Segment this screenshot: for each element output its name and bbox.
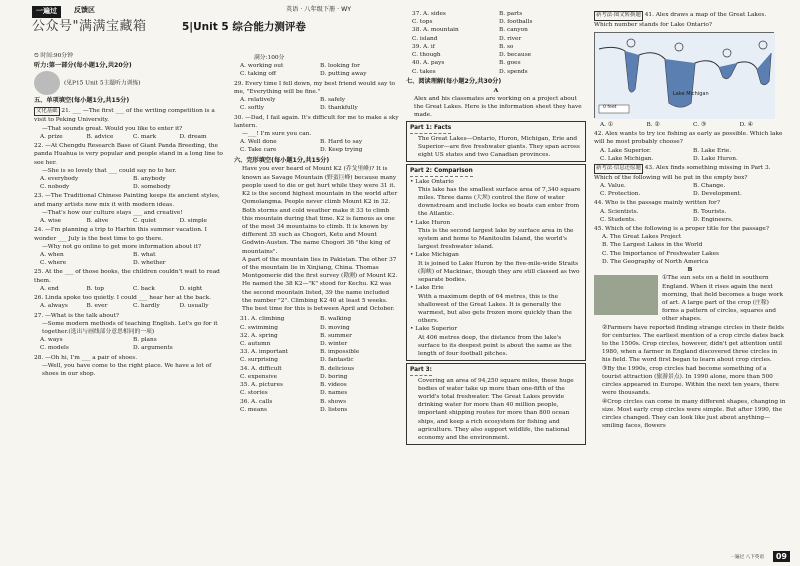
q22-text: 22. —At Chengdu Research Base of Giant Panda Breeding, the panda Huahua is very popular and people stand in a long line to see her. — [34, 143, 223, 166]
q22-opt-c[interactable]: C. nobody — [40, 184, 70, 191]
lake-huron-text: This is the second largest lake by surface area in the system and home to Manitoulin Island, the world's largest freshwater island. — [418, 227, 574, 251]
q23-opt-d[interactable]: D. simple — [179, 218, 207, 225]
cloze-opt[interactable]: D. fantastic — [320, 357, 354, 364]
clock-icon: ⏲ — [34, 53, 39, 59]
q24-text: 24. —I'm planning a trip to Harbin this summer vacation. I wonder ___ July is the best time to go there. — [34, 227, 207, 242]
lake-erie-heading: • Lake Erie — [410, 285, 444, 292]
q43-options — [594, 182, 786, 198]
column-3 — [406, 10, 586, 445]
q22-opt-d[interactable]: D. somebody — [133, 184, 171, 191]
q22-b: —She is so lovely that ___ could say no to her. — [42, 167, 177, 174]
q45-text: 45. Which of the following is a proper title for the passage? — [594, 225, 769, 232]
mascot-icon — [34, 71, 60, 95]
q30-options — [234, 138, 400, 154]
part2-title: Part 2: Comparison — [410, 167, 473, 176]
cloze-opt[interactable]: B. videos — [320, 382, 347, 389]
listening-title: 听力:第一部分(每小题1分,共20分) — [34, 62, 132, 70]
q22-opt-a[interactable]: A. everybody — [40, 176, 79, 183]
cloze-opt[interactable]: 35. A. pictures — [240, 382, 283, 389]
lake-ontario-heading: • Lake Ontario — [410, 178, 454, 185]
q30-opt-a[interactable]: A. Well done — [240, 139, 277, 146]
cloze-opt[interactable]: C. means — [240, 406, 268, 413]
q27-b: —Some modern methods of teaching English. Let's go for it together.(选出与画线部分意思相同的一项) — [42, 320, 218, 335]
q27-options — [34, 336, 226, 352]
part3-title: Part 3: — [410, 366, 432, 375]
q45-opt-a[interactable]: A. The Great Lakes Project — [602, 234, 682, 241]
lake-huron-heading: • Lake Huron — [410, 219, 451, 226]
q44-text: 44. Who is the passage mainly written for? — [594, 200, 720, 207]
q23-b: —That's how our culture stays ___ and creative! — [42, 209, 183, 216]
part1-title: Part 1: Facts — [410, 124, 451, 133]
lake-erie-text: With a maximum depth of 64 metres, this is the shallowest of the Great Lakes. It is generally the warmest, but also gets frozen more quickly than the others. — [418, 293, 572, 325]
q21-opt-c[interactable]: C. mark — [133, 133, 157, 140]
passage-b-label: B — [687, 267, 693, 274]
cloze-opt[interactable]: B. delicious — [320, 365, 355, 372]
q21-options — [34, 133, 226, 141]
part2-box — [406, 164, 586, 361]
q25-opt-d[interactable]: D. sight — [179, 285, 203, 292]
column-1 — [34, 20, 226, 378]
q23-opt-c[interactable]: C. quiet — [133, 218, 156, 225]
q26-opt-c[interactable]: C. hardly — [133, 303, 160, 310]
map-scale-label: 0 feet — [603, 104, 617, 110]
q25-text: 25. At the ___ of those books, the children couldn't wait to read them. — [34, 269, 220, 284]
cloze-opt[interactable]: 39. A. if — [412, 43, 435, 50]
q29-opt-d[interactable]: D. thankfully — [320, 105, 358, 112]
q45-opt-c[interactable]: C. The Importance of Freshwater Lakes — [602, 250, 720, 257]
cloze-opt[interactable]: C. island — [412, 35, 438, 42]
q26-text: 26. Linda spoke too quietly. I could ___ hear her at the back. — [34, 295, 212, 302]
page-number: 09 — [773, 551, 790, 562]
q28-b: —Well, you have come to the right place. We have a lot of shoes in our shop. — [42, 362, 212, 378]
column-4 — [594, 10, 786, 430]
q43-opt-b[interactable]: B. Change. — [693, 182, 726, 189]
q29-options — [234, 96, 400, 112]
q27-text: 27. —What is the talk about? — [34, 312, 120, 319]
cloze-opt[interactable]: C. tops — [412, 19, 433, 26]
q41-opt-d[interactable]: D. ④ — [739, 121, 753, 128]
q28-options — [234, 62, 400, 78]
q44-opt-a[interactable]: A. Scientists. — [600, 208, 639, 215]
q42-opt-a[interactable]: A. Lake Superior. — [600, 147, 651, 154]
q23-opt-a[interactable]: A. wise — [40, 218, 62, 225]
cloze-opt[interactable]: D. winter — [320, 341, 348, 348]
q41-options — [594, 121, 786, 129]
q30-opt-d[interactable]: D. Keep trying — [320, 147, 363, 154]
q27-opt-c[interactable]: C. models — [40, 345, 69, 352]
lake-michigan-heading: • Lake Michigan — [410, 252, 459, 259]
q44-opt-b[interactable]: B. Tourists. — [693, 208, 727, 215]
q41-text: 41. Alex draws a map of the Great Lakes. Which number stands for Lake Ontario? — [594, 12, 767, 28]
q42-opt-c[interactable]: C. Lake Michigan. — [600, 155, 654, 162]
cloze-opt[interactable]: B. so — [499, 43, 514, 50]
q29-opt-a[interactable]: A. relatively — [240, 97, 276, 104]
cloze-opt[interactable]: 32. A. spring — [240, 332, 278, 339]
q28-opt-a[interactable]: A. working out — [240, 63, 284, 70]
lake-superior-text: At 406 metres deep, the distance from the lake's surface to its deepest point is about the same as the length of four football pitches. — [418, 334, 572, 358]
part3-text: Covering an area of 94,250 square miles, these huge bodies of water take up more than one-fifth of the world's total freshwater. The Great Lakes provide drinking water for more than 40 million people, important shipping routes for more than 800 ocean ships, and keep a rich ecosystem for fishing and agriculture. They also support wildlife, the national economy and the environment. — [418, 377, 574, 442]
cloze-opt[interactable]: D. river — [499, 35, 522, 42]
cloze-opt[interactable]: D. listens — [320, 406, 348, 413]
cloze-opt[interactable]: B. parts — [499, 11, 523, 17]
q41-opt-c[interactable]: C. ③ — [693, 121, 707, 128]
cloze-opt[interactable]: 36. A. calls — [240, 398, 273, 405]
q21-text: 21. ___ —The first ___ of the writing competition is a visit to Peking University. — [34, 107, 215, 124]
part3-box — [406, 363, 586, 445]
cloze-opt[interactable]: D. spends — [499, 68, 528, 75]
cloze-opt[interactable]: B. impossible — [320, 349, 360, 356]
lake-michigan-text: It is joined to Lake Huron by the five-mile-wide Straits (海峡) of Mackinac, though they are still classed as two separate bodies. — [418, 260, 580, 284]
q44-opt-d[interactable]: D. Engineers. — [693, 216, 733, 223]
q27-opt-d[interactable]: D. arguments — [133, 345, 173, 352]
q41-tag: 新考法·图文转换题 — [594, 11, 643, 21]
cloze-opt[interactable]: B. summer — [320, 332, 352, 339]
q29-text: 29. Every time I fell down, my best friend would say to me, "Everything will be fine." — [234, 80, 396, 95]
q45-opt-d[interactable]: D. The Geography of North America — [602, 258, 709, 265]
passage-b-p4: ④Crop circles can come in many different shapes, changing in size. Most early crop circles were simple. But after 1990, the circles changed. They can look like just about anything—smiling faces, flowers — [602, 398, 786, 430]
q21-b: —That sounds great. Would you like to enter it? — [42, 125, 183, 132]
q21-opt-d[interactable]: D. dream — [179, 133, 207, 140]
cloze-opt[interactable]: D. moving — [320, 324, 350, 331]
cloze-paragraph-3: A part of the mountain lies in Pakistan. The other 37 of the mountain lie in Xinjiang, China. Thomas Montgomerie did the first survey (勘测) of Mount K2. He named the 38 K2—"K" stood for Kechu. K2 was the second mountain listed, 39 the name included the number "2". Climbing K2 40 at least 5 weeks. The best time for this is between April and October. — [242, 256, 398, 313]
lakes-profile-graphic — [595, 33, 775, 119]
cloze-opt[interactable]: C. autumn — [240, 341, 271, 348]
brand-sub: 反馈区 — [74, 6, 95, 14]
cloze-opt[interactable]: D. footballs — [499, 19, 533, 26]
q29-opt-c[interactable]: C. softly — [240, 105, 264, 112]
q26-opt-a[interactable]: A. always — [40, 303, 68, 310]
q26-options — [34, 302, 226, 310]
q26-opt-d[interactable]: D. usually — [179, 303, 209, 310]
q43-tag: 新考法·信息还原题 — [594, 164, 643, 174]
time-label: 时间:90分钟 — [40, 53, 73, 59]
cloze-paragraph-1: Have you ever heard of Mount K2 (乔戈里峰)? It is known as Savage Mountain (野蛮巨峰) because many people used to die or get hurt while they were 31 it. — [242, 166, 397, 189]
q42-opt-b[interactable]: B. Lake Erie. — [693, 147, 732, 154]
q28-opt-b[interactable]: B. looking for — [320, 63, 360, 70]
listening-note: (见P15 Unit 5主题听力训练) — [64, 80, 141, 87]
cloze-opt[interactable]: 34. A. difficult — [240, 365, 282, 372]
passage-b-p2: ②Farmers have reported finding strange circles in their fields for centuries. The earliest mention of a crop circle dates back to the 1500s. Crop circles, however, didn't get attention until 1980, when a farmer in England discovered three circles in his field. The word first began to learn about crop circles. — [602, 324, 784, 364]
cloze-opt[interactable]: B. walking — [320, 316, 352, 323]
q24-opt-d[interactable]: D. whether — [133, 260, 166, 267]
q44-options — [594, 208, 786, 224]
lake-ontario-text: This lake has the smallest surface area of 7,340 square miles. Three dams (大坝) control the flow of water downstream and include locks so boats can enter from the Atlantic. — [418, 186, 581, 218]
q23-text: 23. —The Traditional Chinese Painting keeps its ancient styles, and many artists now mix it with modern ideas. — [34, 193, 220, 208]
brand-logo: 一遍过 — [32, 6, 61, 18]
q27-opt-b[interactable]: B. plans — [133, 337, 157, 344]
q25-opt-a[interactable]: A. end — [40, 285, 59, 292]
q30-b: —___! I'm sure you can. — [242, 130, 312, 137]
cloze-opt[interactable]: 31. A. climbing — [240, 316, 285, 323]
cloze-options — [234, 315, 400, 414]
cloze-opt[interactable]: 37. A. sides — [412, 11, 446, 17]
q24-options — [34, 251, 226, 267]
q28-opt-d[interactable]: D. putting away — [320, 71, 367, 78]
q42-opt-d[interactable]: D. Lake Huron. — [693, 155, 738, 162]
q42-options — [594, 147, 786, 163]
q41-opt-b[interactable]: B. ② — [646, 121, 660, 128]
q42-text: 42. Alex wants to try ice fishing as early as possible. Which lake will he most probably choose? — [594, 131, 783, 146]
cloze-paragraph-2: K2 is the second highest mountain in the world after Qomolangma. People never climb Mount K2 in 32. Both storms and cold weather make it 33 to climb this mountain during that time. K2 is famous as one of the most 34 mountains to climb. It is known by different 35 such as Chogori, Ketu and Mount Godwin-Austen. The name Chogori 36 "the king of mountains". — [242, 191, 398, 255]
q43-opt-a[interactable]: A. Value. — [600, 182, 626, 189]
map-lake-michigan-label: Lake Michigan — [673, 90, 709, 97]
section5-title: 五、单项填空(每小题1分,共15分) — [34, 97, 130, 105]
cloze-opt[interactable]: B. canyon — [499, 27, 528, 34]
q23-opt-b[interactable]: B. alive — [86, 218, 109, 225]
lake-superior-heading: • Lake Superior — [410, 326, 458, 333]
q24-opt-c[interactable]: C. where — [40, 260, 67, 267]
cloze-opt[interactable]: 38. A. mountain — [412, 27, 459, 34]
passage-b-p3: ③By the 1990s, crop circles had become something of a tourist attraction (旅游景点). In 1990 alone, more than 500 circles appeared in Europe. Within the next ten years, there were thousands. — [602, 365, 779, 397]
cloze-options-2 — [406, 10, 586, 76]
q28-text: 28. —Oh hi, I'm ___ a pair of shoes. — [34, 354, 138, 361]
passage-b-p1: ①The sun sets on a field in southern England. When it rises again the next morning, that field becomes a huge work of art. A large part of the crop (庄稼) forms a pattern of circles, squares and other shapes. — [662, 275, 783, 323]
cloze-opt[interactable]: B. goes — [499, 60, 521, 67]
q45-opt-b[interactable]: B. The Largest Lakes in the World — [602, 242, 703, 249]
q21-opt-a[interactable]: A. prize — [40, 133, 63, 140]
q30-opt-b[interactable]: B. Hard to say — [320, 139, 363, 146]
part1-box — [406, 121, 586, 162]
q22-opt-b[interactable]: B. anybody — [133, 176, 166, 183]
cloze-opt[interactable]: C. takes — [412, 68, 436, 75]
passage-a-label: A — [493, 87, 499, 94]
cloze-opt[interactable]: D. because — [499, 52, 532, 59]
watermark: 公众号"满满宝藏箱 — [32, 19, 147, 34]
q21-tag: 文化基础 — [34, 107, 60, 117]
page-code: 一遍过 八下英语 — [730, 555, 764, 561]
part1-text: The Great Lakes—Ontario, Huron, Michigan, Erie and Superior—are five freshwater giants. They span across eight US states and two Canadian provinces. — [418, 135, 580, 159]
cloze-opt[interactable]: C. stories — [240, 390, 268, 397]
q43-opt-c[interactable]: C. Protection. — [600, 191, 641, 198]
q28-opt-c[interactable]: C. taking off — [240, 71, 276, 78]
section7-title: 七、阅读理解(每小题2分,共30分) — [406, 77, 502, 85]
q43-text: 43. Alex finds something missing in Part 3. Which of the following will he put in the empty box? — [594, 164, 771, 181]
q25-opt-b[interactable]: B. top — [86, 285, 104, 292]
cloze-opt[interactable]: D. names — [320, 390, 348, 397]
q24-opt-a[interactable]: A. when — [40, 251, 64, 258]
q41-opt-a[interactable]: A. ① — [600, 121, 614, 128]
q21-opt-b[interactable]: B. advice — [86, 133, 114, 140]
cloze-opt[interactable]: C. surprising — [240, 357, 279, 364]
score-label: 满分:100分 — [254, 55, 285, 61]
unit-title: 5|Unit 5 综合能力测评卷 — [182, 21, 306, 33]
cloze-opt[interactable]: 33. A. important — [240, 349, 289, 356]
q25-options — [34, 285, 226, 293]
cloze-opt[interactable]: B. shows — [320, 398, 347, 405]
great-lakes-map — [594, 32, 774, 118]
q43-opt-d[interactable]: D. Development. — [693, 191, 742, 198]
section6-title: 六、完形填空(每小题1分,共15分) — [234, 156, 330, 164]
cloze-opt[interactable]: C. swimming — [240, 324, 278, 331]
q24-b: —Why not go online to get more information about it? — [42, 243, 202, 250]
crop-circle-photo — [594, 275, 658, 315]
q22-options — [34, 175, 226, 191]
q29-opt-b[interactable]: B. safely — [320, 97, 346, 104]
passage-a-intro: Alex and his classmates are working on a project about the Great Lakes. Here is the information sheet they have made. — [414, 95, 582, 119]
cloze-opt[interactable]: C. expensive — [240, 373, 278, 380]
q24-opt-b[interactable]: B. what — [133, 251, 156, 258]
cloze-opt[interactable]: C. though — [412, 52, 441, 59]
book-label: 英语 · 八年级下册 · WY — [286, 6, 352, 13]
cloze-opt[interactable]: 40. A. pays — [412, 60, 445, 67]
q27-opt-a[interactable]: A. ways — [40, 337, 63, 344]
cloze-opt[interactable]: D. boring — [320, 373, 348, 380]
column-2 — [234, 54, 400, 414]
q26-opt-b[interactable]: B. ever — [86, 303, 108, 310]
q44-opt-c[interactable]: C. Students. — [600, 216, 636, 223]
q30-opt-c[interactable]: C. Take care — [240, 147, 277, 154]
q30-text: 30. —Dad, I fail again. It's difficult for me to make a sky lantern. — [234, 114, 399, 129]
q25-opt-c[interactable]: C. back — [133, 285, 155, 292]
q23-options — [34, 217, 226, 225]
